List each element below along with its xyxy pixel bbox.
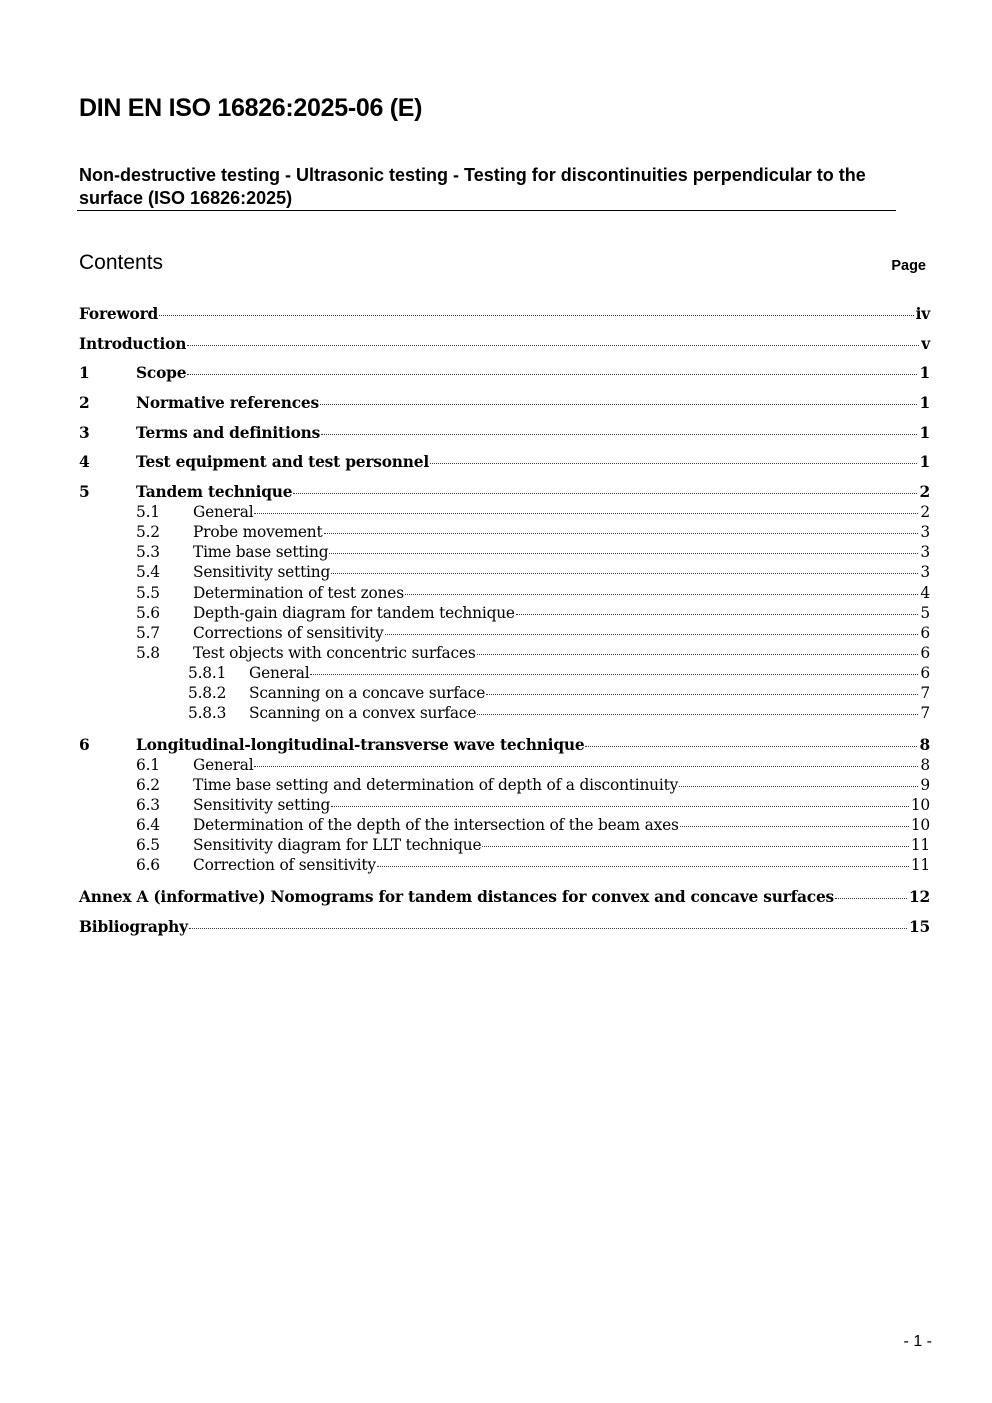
dot-leader [331, 806, 909, 807]
dot-leader [310, 674, 918, 675]
toc-entry-number: 5.8.2 [188, 683, 227, 702]
toc-entry-title: Scanning on a convex surface [249, 704, 477, 723]
dot-leader [159, 315, 914, 316]
toc-entry-page: 8 [919, 735, 930, 754]
toc-entry-number: 5.3 [136, 543, 160, 562]
toc-entry-page: 4 [920, 583, 930, 602]
toc-entry-page: 3 [920, 523, 930, 542]
toc-entry[interactable] [79, 502, 930, 522]
toc-entry-page: 10 [910, 816, 930, 835]
toc-entry-number: 6 [79, 735, 90, 754]
contents-heading: Contents [79, 251, 164, 274]
toc-entry-page: 9 [920, 775, 930, 794]
toc-entry-title: Depth-gain diagram for tandem technique [193, 603, 515, 622]
toc-entry[interactable] [79, 361, 930, 391]
toc-entry[interactable] [79, 815, 930, 835]
toc-entry-title: Terms and definitions [136, 423, 321, 442]
toc-entry-page: 1 [919, 453, 930, 472]
toc-entry-title: Determination of test zones [193, 583, 404, 602]
toc-entry-page: 5 [920, 603, 930, 622]
toc-entry-page: 3 [920, 563, 930, 582]
table-of-contents [79, 302, 930, 944]
dot-leader [187, 345, 919, 346]
dot-leader [324, 533, 919, 534]
dot-leader [385, 634, 919, 635]
toc-entry-title: Introduction [79, 334, 187, 353]
toc-entry-page: 12 [908, 887, 930, 906]
toc-entry-number: 1 [79, 364, 90, 383]
toc-entry-number: 5.8 [136, 643, 160, 662]
dot-leader [835, 898, 907, 899]
toc-entry-page: 1 [919, 423, 930, 442]
dot-leader [516, 614, 919, 615]
toc-entry-number: 2 [79, 394, 90, 413]
toc-entry-title: Scope [136, 364, 187, 383]
toc-entry-page: 1 [919, 364, 930, 383]
toc-entry-number: 5.4 [136, 563, 160, 582]
dot-leader [329, 553, 918, 554]
toc-entry[interactable] [79, 583, 930, 603]
toc-entry-title: Sensitivity setting [193, 795, 331, 814]
toc-entry-title: Scanning on a concave surface [249, 683, 486, 702]
toc-entry-page: 8 [920, 755, 930, 774]
toc-entry[interactable] [79, 795, 930, 815]
toc-entry-page: 15 [908, 917, 930, 936]
toc-entry[interactable] [79, 480, 930, 502]
toc-entry-title: General [249, 663, 310, 682]
toc-entry-number: 4 [79, 453, 90, 472]
toc-entry[interactable] [79, 562, 930, 582]
toc-entry-number: 6.1 [136, 755, 160, 774]
toc-entry-title: Corrections of sensitivity [193, 623, 384, 642]
toc-entry[interactable] [79, 332, 930, 362]
dot-leader [477, 714, 918, 715]
dot-leader [254, 766, 918, 767]
toc-entry-title: Time base setting and determination of depth of a discontinuity [193, 775, 679, 794]
toc-entry[interactable] [79, 683, 930, 703]
dot-leader [486, 694, 918, 695]
toc-entry-title: Annex A (informative) Nomograms for tandem distances for convex and concave surfaces [79, 887, 835, 906]
toc-entry-page: 2 [919, 483, 930, 502]
dot-leader [293, 493, 917, 494]
toc-entry[interactable] [79, 302, 930, 332]
toc-entry-page: 7 [920, 683, 930, 702]
toc-entry-page: 11 [910, 836, 930, 855]
dot-leader [331, 573, 918, 574]
toc-entry-title: Sensitivity diagram for LLT technique [193, 836, 482, 855]
toc-entry-title: Bibliography [79, 917, 188, 936]
toc-entry[interactable] [79, 915, 930, 945]
toc-entry-number: 6.4 [136, 816, 160, 835]
toc-entry[interactable] [79, 450, 930, 480]
toc-entry-number: 5.1 [136, 503, 160, 522]
toc-entry-page: iv [915, 305, 930, 323]
toc-entry[interactable] [79, 775, 930, 795]
dot-leader [321, 434, 917, 435]
toc-entry-number: 5.5 [136, 583, 160, 602]
toc-entry-title: Test objects with concentric surfaces [193, 643, 476, 662]
footer-page-number: - 1 - [903, 1333, 932, 1350]
toc-entry[interactable] [79, 421, 930, 451]
toc-entry-title: Time base setting [193, 543, 329, 562]
toc-entry-page: 3 [920, 543, 930, 562]
toc-entry-title: General [193, 503, 254, 522]
toc-entry-number: 5.2 [136, 523, 160, 542]
toc-entry-page: v [921, 334, 930, 353]
toc-entry-title: Normative references [136, 394, 319, 413]
toc-entry-page: 11 [910, 856, 930, 875]
toc-entry[interactable] [79, 603, 930, 623]
toc-entry-title: Probe movement [193, 523, 323, 542]
toc-entry[interactable] [79, 522, 930, 542]
document-subtitle: Non-destructive testing - Ultrasonic testing - Testing for discontinuities perpendicular to the surface (ISO 16826:2025) [79, 165, 866, 208]
toc-entry-title: Longitudinal-longitudinal-transverse wave technique [136, 735, 585, 754]
toc-entry-title: Determination of the depth of the intersection of the beam axes [193, 816, 679, 835]
toc-entry-number: 5.8.1 [188, 663, 227, 682]
toc-entry[interactable] [79, 855, 930, 885]
toc-entry[interactable] [79, 755, 930, 775]
toc-entry-title: Test equipment and test personnel [136, 453, 430, 472]
dot-leader [679, 786, 918, 787]
dot-leader [680, 826, 909, 827]
toc-entry-title: Tandem technique [136, 483, 293, 502]
toc-entry-page: 6 [920, 623, 930, 642]
dot-leader [430, 463, 917, 464]
toc-entry-number: 6.5 [136, 836, 160, 855]
dot-leader [585, 746, 917, 747]
toc-entry-number: 5.6 [136, 603, 160, 622]
toc-entry-page: 6 [920, 643, 930, 662]
toc-entry-page: 6 [920, 663, 930, 682]
toc-entry-page: 1 [919, 394, 930, 413]
toc-entry-title: Foreword [79, 305, 159, 323]
dot-leader [477, 654, 919, 655]
dot-leader [254, 513, 918, 514]
dot-leader [187, 374, 917, 375]
subtitle-divider [77, 210, 896, 211]
toc-entry-number: 6.2 [136, 775, 160, 794]
toc-entry-title: General [193, 755, 254, 774]
toc-entry[interactable] [79, 391, 930, 421]
toc-entry[interactable] [79, 885, 930, 915]
toc-entry-number: 3 [79, 423, 90, 442]
document-title: DIN EN ISO 16826:2025-06 (E) [79, 94, 423, 122]
toc-entry[interactable] [79, 733, 930, 755]
toc-entry[interactable] [79, 643, 930, 663]
dot-leader [377, 866, 909, 867]
dot-leader [482, 846, 908, 847]
toc-entry[interactable] [79, 835, 930, 855]
toc-entry-number: 5.7 [136, 623, 160, 642]
dot-leader [320, 404, 918, 405]
toc-entry[interactable] [79, 703, 930, 733]
toc-entry-page: 2 [920, 503, 930, 522]
toc-entry-number: 6.3 [136, 795, 160, 814]
toc-entry-number: 6.6 [136, 856, 160, 875]
dot-leader [189, 928, 907, 929]
toc-entry-title: Sensitivity setting [193, 563, 331, 582]
toc-entry[interactable] [79, 663, 930, 683]
toc-entry-page: 10 [910, 795, 930, 814]
page-column-label: Page [891, 258, 926, 274]
toc-entry-page: 7 [920, 704, 930, 723]
toc-entry[interactable] [79, 542, 930, 562]
dot-leader [405, 594, 919, 595]
toc-entry-number: 5.8.3 [188, 704, 227, 723]
toc-entry-title: Correction of sensitivity [193, 856, 376, 875]
toc-entry-number: 5 [79, 483, 90, 502]
toc-entry[interactable] [79, 623, 930, 643]
